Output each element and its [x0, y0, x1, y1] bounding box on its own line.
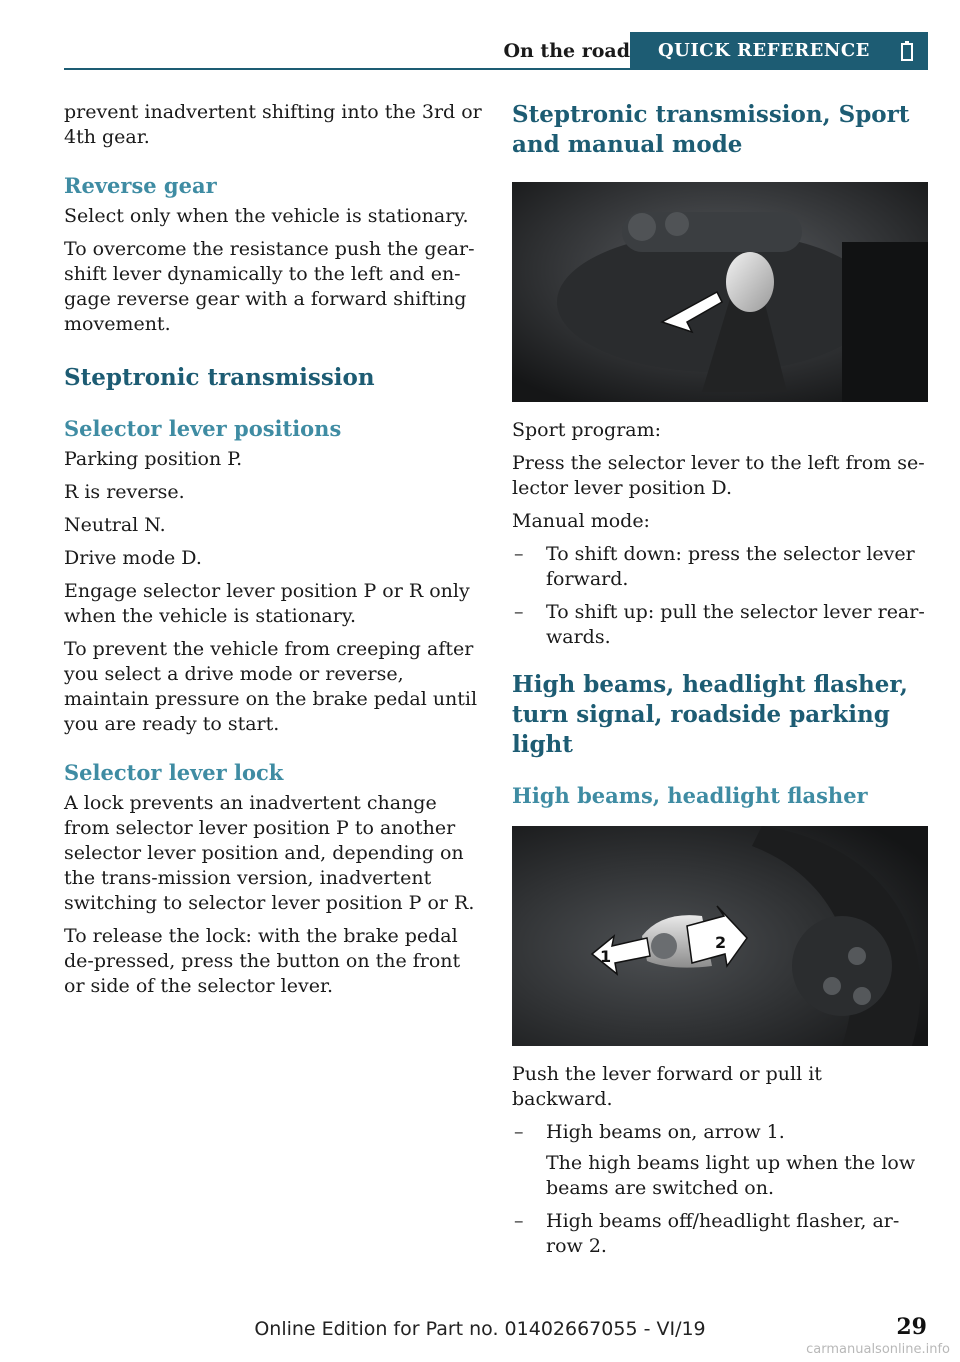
sport-p1: Sport program:: [512, 419, 662, 441]
arrow-2-label: 2: [715, 933, 727, 952]
page-number: 29: [896, 1314, 927, 1340]
reverse-gear-heading: Reverse gear: [64, 173, 217, 198]
left-column: [64, 100, 482, 1007]
intro-paragraph: prevent inadvertent shifting into the 3rd or 4th gear.: [64, 101, 482, 148]
selector-positions-heading: Selector lever positions: [64, 416, 342, 441]
gear-lever-illustration: [512, 182, 928, 402]
edition-footer: Online Edition for Part no. 01402667055 - VI/19: [254, 1318, 706, 1340]
right-column: [512, 100, 928, 1267]
selector-p6: To prevent the vehicle from creeping after you select a drive mode or reverse, maintain pressure on the brake pedal until you are ready to start.: [64, 638, 478, 735]
selector-lock-heading: Selector lever lock: [64, 760, 284, 785]
list-item: [512, 542, 928, 592]
list-item: [512, 1120, 928, 1201]
sport-p2: Press the selector lever to the left from se-lector lever position D.: [512, 452, 925, 499]
list-item-text: High beams on, arrow 1.: [546, 1121, 785, 1143]
sport-manual-heading: Steptronic transmission, Sport and manual mode: [512, 101, 910, 158]
high-beams-list: [512, 1120, 928, 1259]
quick-reference-tab[interactable]: [630, 32, 928, 70]
header-section-title: On the road: [503, 40, 630, 62]
selector-p2: R is reverse.: [64, 481, 185, 503]
selector-lock-p1: A lock prevents an inadvertent change from selector lever position P to another selector lever position and, depending on the trans-mission version, inadvertent switching to selector lever position P or R.: [64, 792, 475, 914]
high-beams-heading: High beams, headlight flasher, turn signal, roadside parking light: [512, 671, 908, 758]
high-beams-p1: Push the lever forward or pull it backward.: [512, 1063, 822, 1110]
quick-reference-label: QUICK REFERENCE: [658, 40, 870, 61]
list-item: [512, 600, 928, 650]
manual-p3: Manual mode:: [512, 510, 650, 532]
gear-lever-photo: [512, 182, 928, 402]
selector-p4: Drive mode D.: [64, 547, 202, 569]
dash-mark: –: [514, 1121, 524, 1143]
dash-mark: –: [514, 1210, 524, 1232]
arrow-1-label: 1: [600, 947, 612, 966]
headlight-lever-photo: [512, 826, 928, 1046]
selector-p5: Engage selector lever position P or R only when the vehicle is stationary.: [64, 580, 470, 627]
list-item-text: To shift down: press the selector lever forward.: [546, 543, 915, 590]
header-rule: [64, 68, 928, 70]
dash-mark: –: [514, 543, 524, 565]
selector-p1: Parking position P.: [64, 448, 243, 470]
selector-lock-p2: To release the lock: with the brake pedal de-pressed, press the button on the front or side of the selector lever.: [64, 925, 461, 997]
dash-mark: –: [514, 601, 524, 623]
watermark: carmanualsonline.info: [806, 1342, 950, 1357]
reverse-gear-p1: Select only when the vehicle is stationary.: [64, 205, 469, 227]
list-item-text: To shift up: pull the selector lever rear-wards.: [546, 601, 925, 648]
manual-mode-list: [512, 542, 928, 650]
list-item-text: High beams off/headlight flasher, ar-row 2.: [546, 1210, 900, 1257]
steptronic-heading: Steptronic transmission: [64, 364, 375, 391]
list-item-subtext: The high beams light up when the low beams are switched on.: [546, 1152, 916, 1199]
selector-p3: Neutral N.: [64, 514, 166, 536]
high-beams-subheading: High beams, headlight flasher: [512, 783, 868, 808]
page-header: [64, 32, 928, 70]
quick-reference-icon: [898, 40, 916, 62]
reverse-gear-p2: To overcome the resistance push the gear-shift lever dynamically to the left and en-gage reverse gear with a forward shifting movement.: [64, 238, 475, 335]
list-item: [512, 1209, 928, 1259]
headlight-lever-illustration: [512, 826, 928, 1046]
